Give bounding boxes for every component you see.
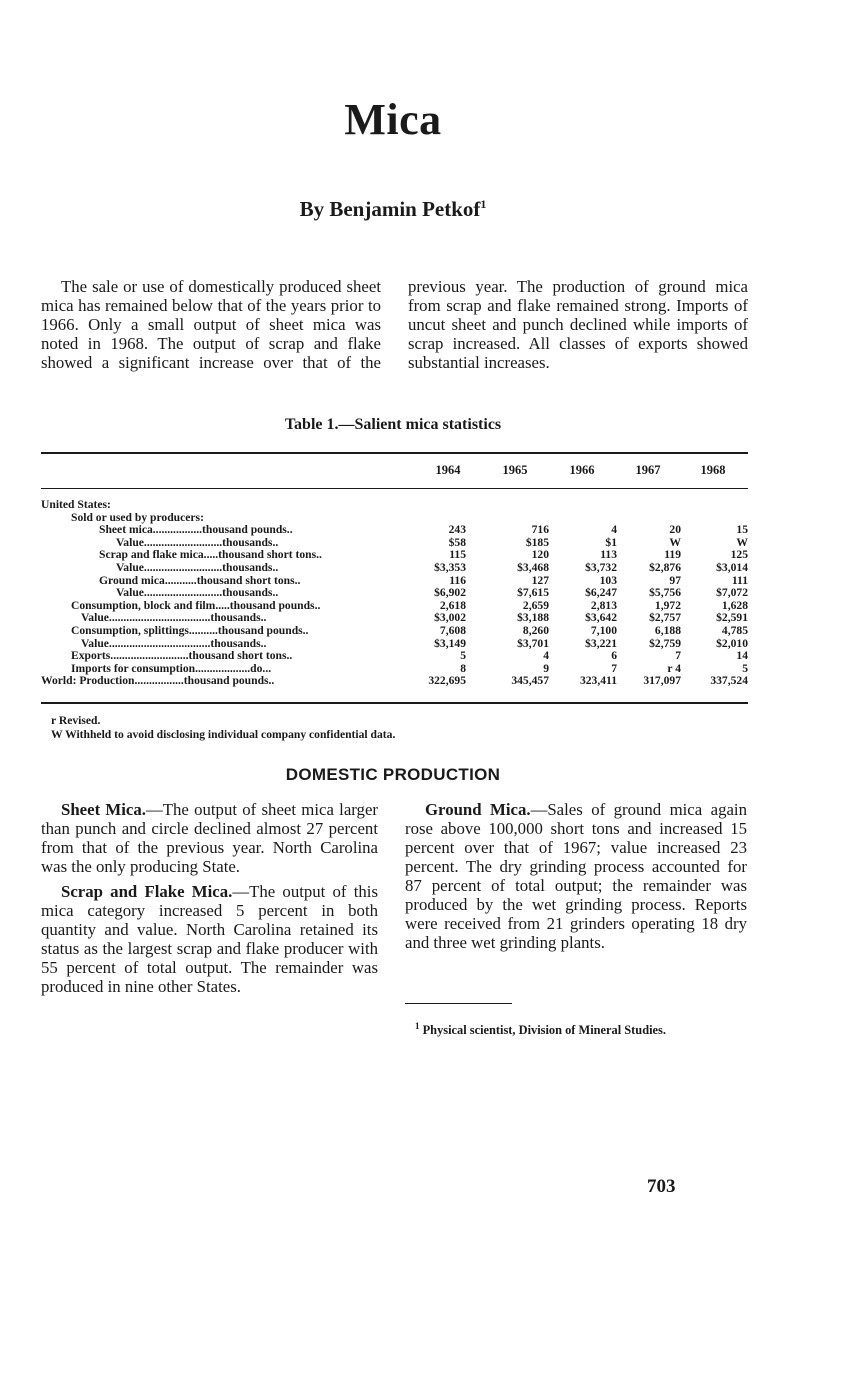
table-cell: 1,972 bbox=[654, 598, 681, 612]
row-label: Value...........................thousands.. bbox=[116, 560, 279, 574]
table-cell: $185 bbox=[525, 535, 549, 549]
row-label: Sold or used by producers: bbox=[71, 510, 204, 524]
footnote bbox=[415, 1021, 755, 1038]
table-cell: $1 bbox=[605, 535, 617, 549]
table-cell: 6 bbox=[611, 649, 617, 663]
table-cell: $2,757 bbox=[649, 611, 681, 625]
table-cell: 337,524 bbox=[710, 674, 748, 688]
table-cell: $6,902 bbox=[434, 586, 466, 600]
footnote-mark: 1 bbox=[415, 1021, 420, 1031]
intro-text bbox=[41, 277, 748, 372]
row-label: Value...........................thousands.. bbox=[116, 535, 279, 549]
table-cell: $3,642 bbox=[585, 611, 617, 625]
table-cell: $3,014 bbox=[716, 560, 748, 574]
table-cell: 7,100 bbox=[590, 623, 617, 637]
table-cell: 5 bbox=[460, 649, 466, 663]
table-cell: 1,628 bbox=[721, 598, 748, 612]
table-row bbox=[41, 587, 751, 600]
column-header-year: 1968 bbox=[700, 463, 726, 477]
paragraph-ground-mica bbox=[405, 800, 747, 952]
table-row bbox=[41, 562, 751, 575]
intro-paragraph: The sale or use of domestically produced sheet mica has remained below that of the years prior to 1966. Only a small output of sheet mica was noted in 1968. The output of scrap and flake showed a significant increase over that of the previous year. The production of ground mica from scrap and flake remained strong. Imports of uncut sheet and punch declined while imports of scrap increased. All classes of exports showed substantial increases. bbox=[41, 277, 748, 372]
table-cell: 7 bbox=[675, 649, 681, 663]
table-cell: $58 bbox=[448, 535, 466, 549]
footnote-text: Physical scientist, Division of Mineral Studies. bbox=[422, 1023, 666, 1038]
table-row bbox=[41, 675, 751, 688]
table-bottom-rule bbox=[41, 702, 748, 704]
table-cell: $3,149 bbox=[434, 636, 466, 650]
right-column bbox=[405, 800, 747, 952]
section-heading: DOMESTIC PRODUCTION bbox=[285, 765, 501, 784]
row-label: Value...................................thousands.. bbox=[81, 636, 267, 650]
table-cell: 20 bbox=[669, 523, 681, 537]
table-cell: $3,188 bbox=[517, 611, 549, 625]
table-cell: 116 bbox=[449, 573, 466, 587]
table-column-headers bbox=[0, 463, 862, 483]
table-cell: 323,411 bbox=[579, 674, 617, 688]
table-row bbox=[41, 650, 751, 663]
column-header-year: 1967 bbox=[635, 463, 661, 477]
table-notes bbox=[41, 714, 748, 742]
paragraph-scrap-flake bbox=[41, 882, 378, 996]
byline bbox=[0, 197, 786, 222]
table-cell: 345,457 bbox=[511, 674, 549, 688]
author-name: By Benjamin Petkof bbox=[299, 197, 481, 221]
table-cell: 127 bbox=[531, 573, 549, 587]
table-cell: $7,615 bbox=[517, 586, 549, 600]
run-in-scrap-flake: Scrap and Flake Mica. bbox=[61, 882, 233, 901]
table-cell: $5,756 bbox=[649, 586, 681, 600]
table-cell: 8,260 bbox=[522, 623, 549, 637]
table-cell: 7 bbox=[611, 661, 617, 675]
table-cell: r 4 bbox=[667, 661, 681, 675]
row-label: Scrap and flake mica.....thousand short tons.. bbox=[99, 548, 322, 562]
row-label: United States: bbox=[41, 498, 111, 511]
text-ground-mica: —Sales of ground mica again rose above 100,000 short tons and increased 15 percent over that of 1967; value increased 23 percent. The dry grinding process accounted for 87 percent of total output; the remainder was produced by the wet grinding process. Reports were received from 21 grinders operating 18 dry and three wet grinding plants. bbox=[405, 800, 747, 952]
row-label: Value...................................thousands.. bbox=[81, 611, 267, 625]
table-cell: 716 bbox=[531, 523, 549, 537]
table-cell: 113 bbox=[600, 548, 617, 562]
table-cell: 125 bbox=[730, 548, 748, 562]
table-cell: $3,701 bbox=[517, 636, 549, 650]
paragraph-sheet-mica bbox=[41, 800, 378, 876]
table-cell: 4,785 bbox=[721, 623, 748, 637]
table-cell: $3,221 bbox=[585, 636, 617, 650]
table-cell: 97 bbox=[669, 573, 681, 587]
text-scrap-flake: —The output of this mica category increased 5 percent in both quantity and value. North Carolina retained its status as the largest scrap and flake producer with 55 percent of total output. The remainder was produced in nine other States. bbox=[41, 882, 378, 996]
row-label: Exports...........................thousand short tons.. bbox=[71, 649, 293, 663]
row-label: Imports for consumption...................do... bbox=[71, 661, 272, 675]
note-revised: r Revised. bbox=[51, 714, 101, 727]
note-withheld: W Withheld to avoid disclosing individual company confidential data. bbox=[51, 728, 396, 741]
table-cell: W bbox=[736, 535, 748, 549]
table-cell: 119 bbox=[664, 548, 681, 562]
table-cell: $3,732 bbox=[585, 560, 617, 574]
page-title: Mica bbox=[344, 95, 442, 144]
table-cell: 2,618 bbox=[439, 598, 466, 612]
table-cell: 8 bbox=[460, 661, 466, 675]
table-cell: $3,002 bbox=[434, 611, 466, 625]
table-cell: W bbox=[669, 535, 681, 549]
table-cell: $3,468 bbox=[517, 560, 549, 574]
table-cell: $3,353 bbox=[434, 560, 466, 574]
table-row bbox=[41, 524, 751, 537]
table-cell: $7,072 bbox=[716, 586, 748, 600]
row-label: Consumption, block and film.....thousand pounds.. bbox=[71, 598, 321, 612]
table-cell: 6,188 bbox=[654, 623, 681, 637]
row-label: Consumption, splittings..........thousand pounds.. bbox=[71, 623, 309, 637]
table-cell: 9 bbox=[543, 661, 549, 675]
table-cell: 111 bbox=[731, 573, 748, 587]
row-label: Sheet mica.................thousand pounds.. bbox=[99, 523, 293, 537]
page-number: 703 bbox=[647, 1176, 676, 1197]
row-label: Value...........................thousands.. bbox=[116, 586, 279, 600]
column-header-year: 1964 bbox=[435, 463, 461, 477]
table-cell: 317,097 bbox=[643, 674, 681, 688]
table-cell: 322,695 bbox=[428, 674, 466, 688]
table-cell: 7,608 bbox=[439, 623, 466, 637]
table-header-rule bbox=[41, 488, 748, 489]
table-cell: 4 bbox=[543, 649, 549, 663]
table-cell: $6,247 bbox=[585, 586, 617, 600]
row-label: World: Production.................thousand pounds.. bbox=[41, 674, 275, 688]
table-row bbox=[41, 499, 751, 512]
table-cell: 15 bbox=[736, 523, 748, 537]
column-header-year: 1965 bbox=[502, 463, 528, 477]
table-top-rule bbox=[41, 452, 748, 454]
run-in-ground-mica: Ground Mica. bbox=[425, 800, 531, 819]
statistics-table bbox=[41, 499, 751, 688]
table-cell: $2,591 bbox=[716, 611, 748, 625]
run-in-sheet-mica: Sheet Mica. bbox=[61, 800, 146, 819]
table-cell: 14 bbox=[736, 649, 748, 663]
table-cell: $2,010 bbox=[716, 636, 748, 650]
text-sheet-mica: —The output of sheet mica larger than punch and circle declined almost 27 percent from that of the previous year. North Carolina was the only producing State. bbox=[41, 800, 378, 876]
row-label: Ground mica...........thousand short tons.. bbox=[99, 573, 301, 587]
table-cell: $2,759 bbox=[649, 636, 681, 650]
table-cell: 103 bbox=[599, 573, 617, 587]
footnote-rule bbox=[405, 1003, 512, 1004]
left-column bbox=[41, 800, 378, 996]
table-title: Table 1.—Salient mica statistics bbox=[284, 416, 502, 433]
table-row bbox=[41, 625, 751, 638]
table-cell: 2,813 bbox=[590, 598, 617, 612]
table-cell: $2,876 bbox=[649, 560, 681, 574]
table-cell: 115 bbox=[449, 548, 466, 562]
table-cell: 120 bbox=[531, 548, 549, 562]
table-cell: 243 bbox=[448, 523, 466, 537]
column-header-year: 1966 bbox=[569, 463, 595, 477]
table-cell: 5 bbox=[742, 661, 748, 675]
byline-footnote-mark: 1 bbox=[480, 197, 487, 211]
table-cell: 4 bbox=[611, 523, 617, 537]
table-cell: 2,659 bbox=[522, 598, 549, 612]
